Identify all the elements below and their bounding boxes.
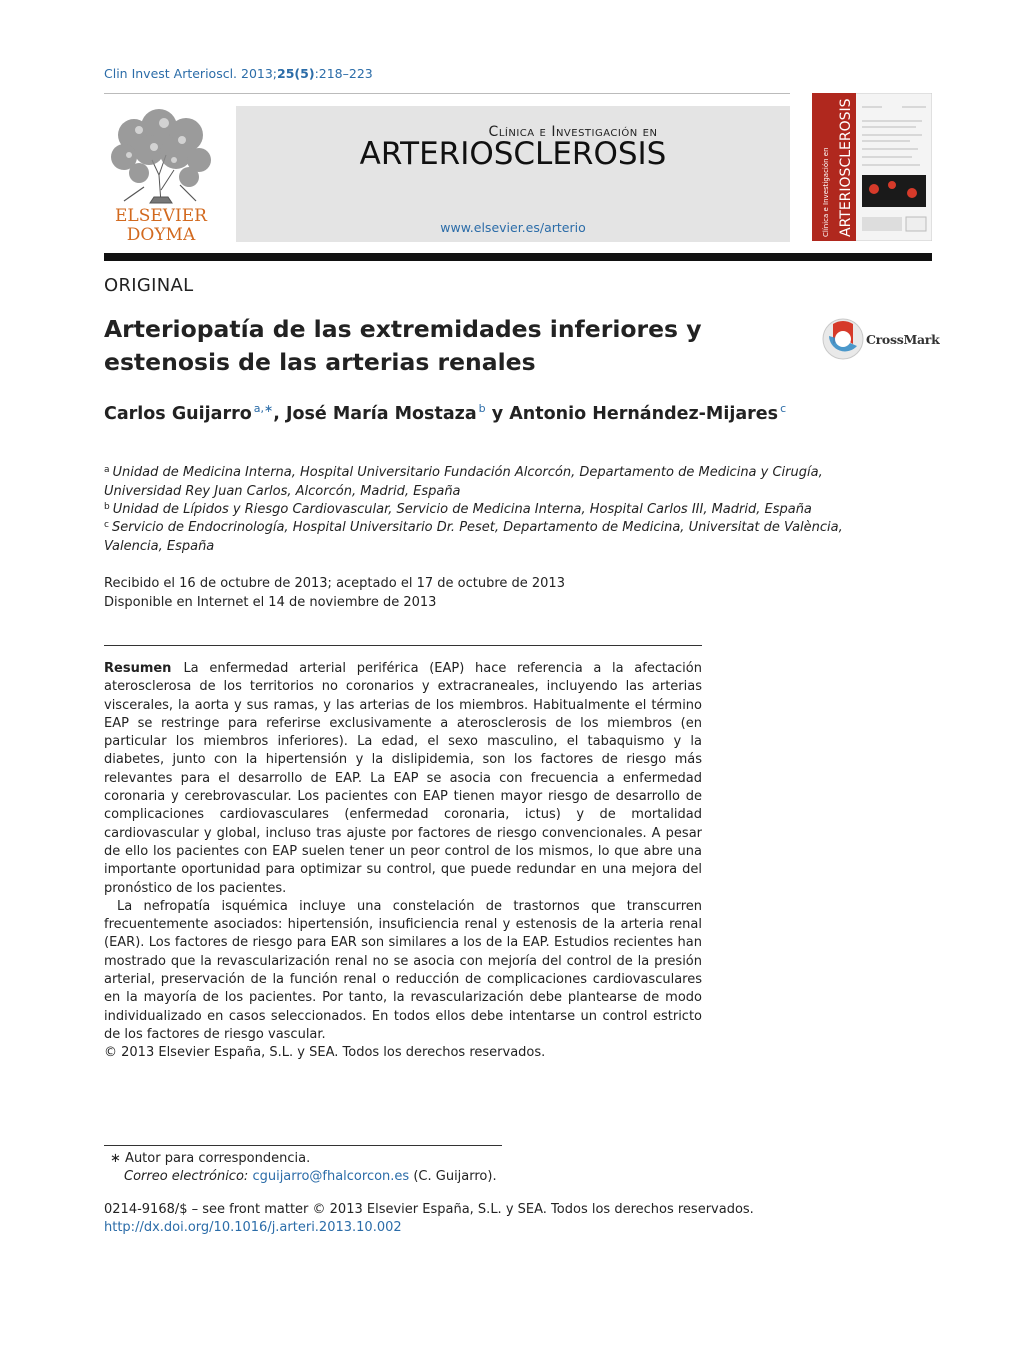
cover-spine-pretitle: Clínica e Investigación en: [822, 147, 830, 237]
abstract-copyright: © 2013 Elsevier España, S.L. y SEA. Todos los derechos reservados.: [104, 1045, 546, 1061]
abstract-paragraph-2: La nefropatía isquémica incluye una constelación de trastornos que transcurren frecuentemente asociados: hipertensión, insuficiencia renal y estenosis de la arteria renal (EAR). Los factores de riesgo para EAR son similares a los de la EAP. Estudios recientes han mostrado que la revascularización renal no se asocia con mejoría del control de la presión arterial, preservación de la función renal o reducción de complicaciones cardiovasculares en la mayoría de los pacientes. Por tanto, la revascularización debe plantearse de modo individualizado en casos seleccionados. En todos ellos debe intentarse un control estricto de los factores de riesgo vascular.: [104, 898, 702, 1042]
author-affil-mark[interactable]: b: [478, 402, 486, 415]
abstract-label: Resumen: [104, 661, 172, 676]
author-affil-mark[interactable]: a,∗: [253, 402, 274, 415]
affiliation-text: Unidad de Medicina Interna, Hospital Universitario Fundación Alcorcón, Departamento de Medicina y Cirugía, Universidad Rey Juan Carlos, Alcorcón, Madrid, España: [104, 465, 823, 499]
author-separator: ,: [273, 404, 286, 424]
article-title: Arteriopatía de las extremidades inferiores y estenosis de las arterias renales: [104, 315, 702, 376]
article-dates: [104, 574, 565, 612]
affiliation-c: [104, 516, 844, 556]
abstract-divider: [104, 645, 702, 646]
footnote-text: Autor para correspondencia.: [125, 1151, 311, 1166]
journal-banner: [236, 106, 790, 242]
footnote-divider: [104, 1145, 502, 1146]
affiliation-mark: a: [104, 465, 110, 475]
journal-citation[interactable]: [104, 66, 373, 81]
received-date: Recibido el 16 de octubre de 2013; aceptado el 17 de octubre de 2013: [104, 576, 565, 591]
elsevier-logo: [104, 105, 218, 243]
author-list: [104, 402, 786, 424]
abstract: [104, 660, 702, 1063]
header-divider: [104, 93, 790, 94]
correspondence-footnote: [110, 1150, 497, 1186]
issn-line: 0214-9168/$ – see front matter © 2013 Elsevier España, S.L. y SEA. Todos los derechos reservados.: [104, 1202, 754, 1217]
crossmark-icon: [822, 318, 864, 360]
author-separator: y: [485, 404, 510, 424]
online-date: Disponible en Internet el 14 de noviembre de 2013: [104, 595, 437, 610]
publisher-line2: DOYMA: [126, 225, 196, 243]
header-thick-rule: [104, 253, 932, 261]
affiliation-text: Servicio de Endocrinología, Hospital Universitario Dr. Peset, Departamento de Medicina, Universitat de València, Valencia, España: [104, 520, 843, 554]
footnote-mark: ∗: [110, 1151, 121, 1166]
email-label: Correo electrónico:: [124, 1169, 249, 1184]
affiliation-mark: b: [104, 502, 110, 512]
author-name[interactable]: Antonio Hernández-Mijares: [509, 404, 779, 424]
affiliation-a: [104, 461, 844, 501]
email-link[interactable]: cguijarro@fhalcorcon.es: [252, 1169, 410, 1184]
journal-title: ARTERIOSCLEROSIS: [359, 136, 667, 172]
affiliation-mark: c: [104, 520, 109, 530]
citation-pages: :218–223: [314, 66, 373, 81]
author-name[interactable]: Carlos Guijarro: [104, 404, 252, 424]
abstract-paragraph-1: La enfermedad arterial periférica (EAP) hace referencia a la afectación aterosclerosa de los territorios no coronarios y extracraneales, incluyendo las arterias viscerales, la aorta y sus ramas, y las arterias de los miembros. Habitualmente el término EAP se restringe para referirse exclusivamente a aterosclerosis de los miembros (en particular los miembros inferiores). La edad, el sexo masculino, el tabaquismo y la diabetes, junto con la hipertensión y la dislipidemia, son los factores de riesgo más relevantes para el desarrollo de EAP. La EAP se asocia con frecuencia a enfermedad coronaria y cerebrovascular. Los pacientes con EAP tienen mayor riesgo de desarrollo de complicaciones cardiovasculares (enfermedad coronaria, ictus) y de mortalidad cardiovascular y global, incluso tras ajuste por factores de riesgo convencionales. A pesar de ello los pacientes con EAP suelen tener un peor control de los mismos, lo que abre una importante oportunidad para optimizar su control, que puede redundar en una mejora del pronóstico de los pacientes.: [104, 661, 702, 896]
citation-volume: 25(5): [277, 66, 315, 81]
doi-link[interactable]: http://dx.doi.org/10.1016/j.arteri.2013.10.002: [104, 1220, 402, 1235]
front-matter: [104, 1201, 754, 1237]
cover-spine-title: ARTERIOSCLEROSIS: [838, 98, 854, 237]
author-affil-mark[interactable]: c: [780, 402, 787, 415]
journal-url[interactable]: www.elsevier.es/arterio: [440, 220, 586, 235]
affiliation-text: Unidad de Lípidos y Riesgo Cardiovascular, Servicio de Medicina Interna, Hospital Carlos III, Madrid, España: [112, 502, 812, 517]
email-suffix: (C. Guijarro).: [413, 1169, 497, 1184]
author-name[interactable]: José María Mostaza: [285, 404, 477, 424]
elsevier-tree-icon: [104, 105, 218, 243]
crossmark-badge[interactable]: [822, 318, 940, 360]
journal-cover: [812, 93, 932, 241]
section-label: ORIGINAL: [104, 275, 194, 296]
crossmark-label: CrossMark: [866, 332, 940, 347]
journal-pretitle: Clínica e Investigación en: [488, 124, 658, 140]
publisher-line1: ELSEVIER: [115, 206, 207, 226]
cover-thumbnail: [812, 93, 932, 241]
citation-prefix: Clin Invest Arterioscl. 2013;: [104, 66, 278, 81]
